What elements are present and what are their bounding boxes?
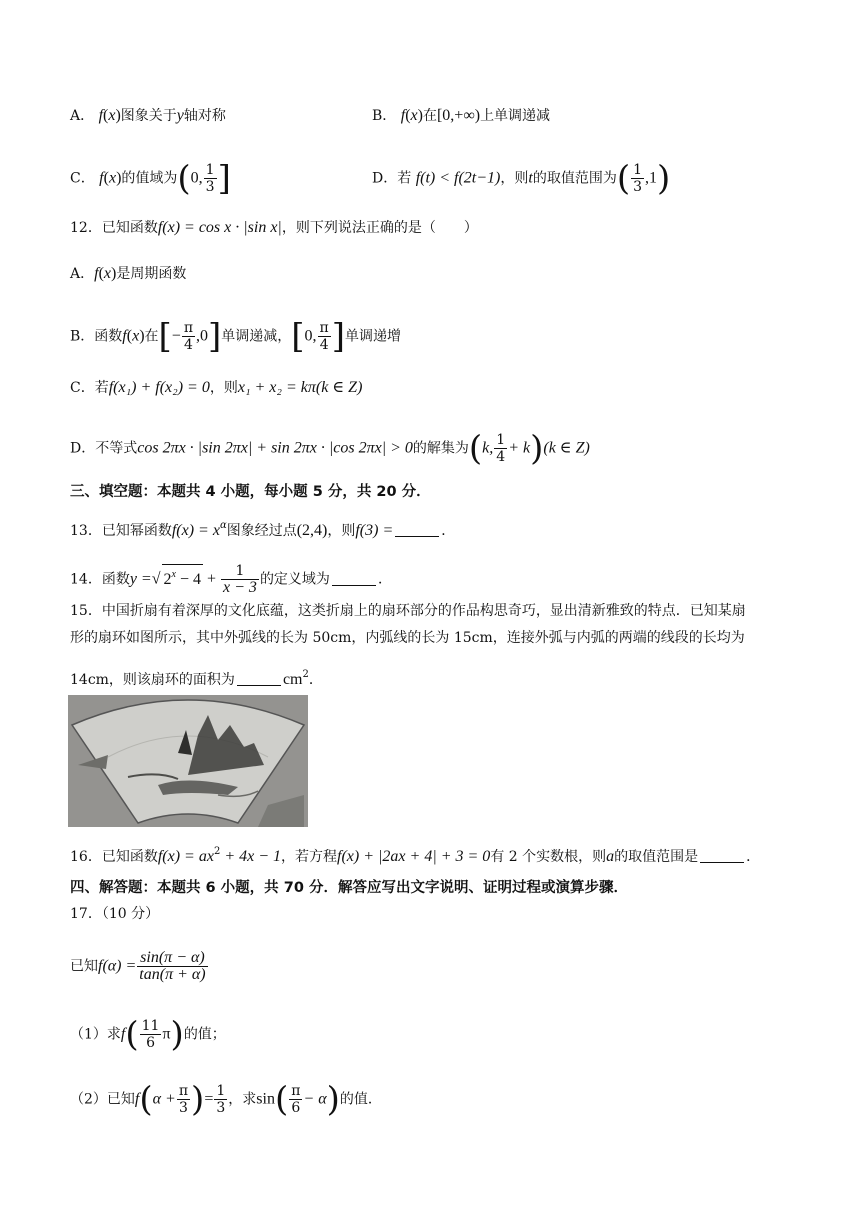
q15-line-1: 15．中国折扇有着深厚的文化底蕴，这类折扇上的扇环部分的作品构思奇巧，显出清新雅致的特点．已知某扇 bbox=[70, 603, 746, 619]
q11-option-c: C． f(x)的值域为(0, $\frac{1}{3}$ ] bbox=[70, 158, 231, 199]
section-3-title: 三、填空题：本题共 4 小题，每小题 5 分，共 20 分． bbox=[70, 484, 431, 500]
q12-option-d: D．不等式cos 2πx · |sin 2πx| + sin 2πx · |cos 2πx| > 0的解集为(k, $\frac{1}{4}$ + k)(k ∈ Z) bbox=[70, 428, 590, 469]
q17-heading: 17．（10 分） bbox=[70, 906, 160, 922]
q12-option-a: A．f(x)是周期函数 bbox=[70, 265, 187, 282]
answer-blank bbox=[700, 848, 744, 863]
answer-blank bbox=[237, 671, 281, 686]
q15-line-3: 14cm，则该扇环的面积为 $cm^2$． bbox=[70, 669, 323, 688]
q11-option-b: B． f(x)在[0,+∞)上单调递减 bbox=[372, 107, 551, 124]
q13: 13．已知幂函数$f(x) = x^\alpha$图象经过点(2,4)，则f(3) = ． bbox=[70, 520, 456, 539]
q12-option-b: B．函数f(x)在[− $\frac{\pi}{4}$ ,0]单调递减，[0, $\frac{\pi}{4}$ ]单调递增 bbox=[70, 316, 402, 357]
fan-illustration bbox=[68, 695, 308, 827]
section-4-title: 四、解答题：本题共 6 小题，共 70 分．解答应写出文字说明、证明过程或演算步骤． bbox=[70, 880, 628, 896]
q17-part-1: （1）求f( $\frac{11}{6}$ π)的值； bbox=[70, 1014, 226, 1055]
q17-part-2: （2）已知f(α + $\frac{\pi}{3}$ )= $\frac{1}{3}$ ，求sin( $\frac{\pi}{6}$ − α)的值． bbox=[70, 1079, 382, 1120]
q11-option-a: A． f(x)图象关于y轴对称 bbox=[70, 107, 226, 124]
q16: 16．已知函数$f(x) = ax^2 + 4x - 1$，若方程f(x) + |2ax + 4| + 3 = 0有 2 个实数根，则a的取值范围是 ． bbox=[70, 846, 761, 865]
q14: 14．函数y =√ $2^x - 4$ + $\frac{1}{x - 3}$ 的定义域为 ． bbox=[70, 563, 392, 596]
answer-blank bbox=[332, 571, 376, 586]
q17-given: 已知f(α) = $\frac{\sin(\pi - \alpha)}{\tan(\pi + \alpha)}$ bbox=[70, 949, 206, 983]
q11-option-d: D．若 f(t) < f(2t−1)，则t的取值范围为( $\frac{1}{3}$ ,1) bbox=[372, 158, 671, 199]
answer-blank bbox=[395, 522, 439, 537]
q12-option-c: C．若f(x₁) + f(x₂) = 0，则x₁ + x₂ = kπ(k ∈ Z) bbox=[70, 379, 363, 396]
q15-line-2: 形的扇环如图所示，其中外弧线的长为 50cm，内弧线的长为 15cm，连接外弧与内弧的两端的线段的长均为 bbox=[70, 630, 745, 646]
q12-stem: 12．已知函数f(x) = cos x · |sin x|，则下列说法正确的是（ ） bbox=[70, 219, 478, 236]
